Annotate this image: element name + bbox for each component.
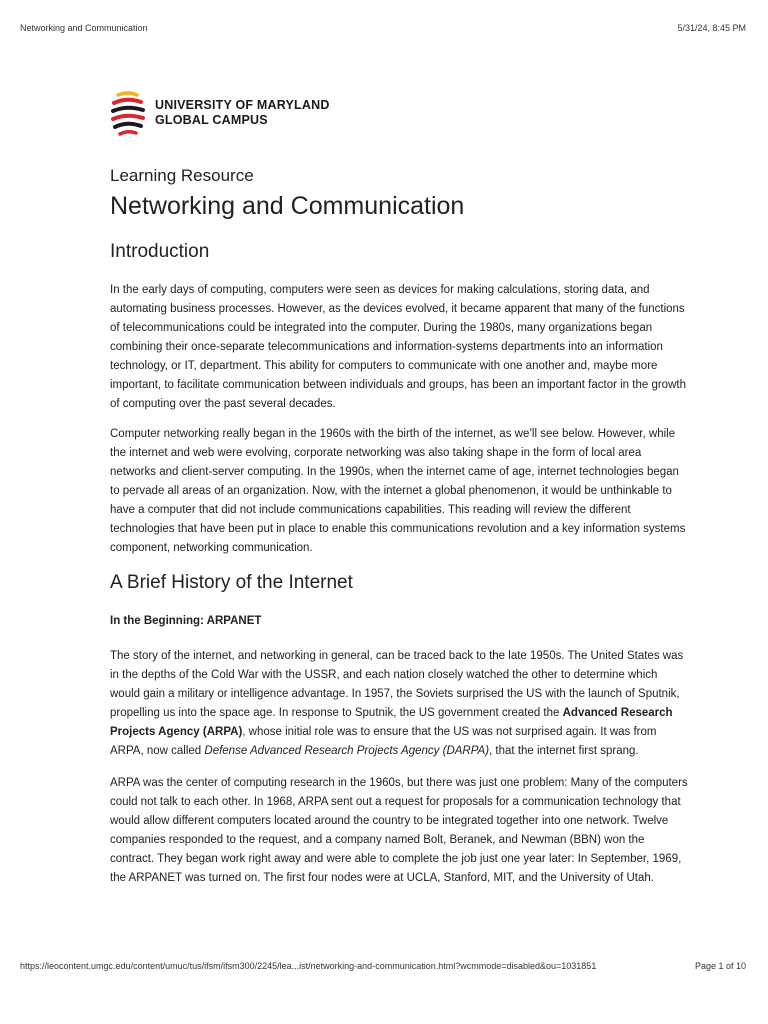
print-header — [20, 23, 746, 33]
intro-paragraph-1: In the early days of computing, computers were seen as devices for making calculations, storing data, and automating business processes. However, as the devices evolved, it became apparent that many of the functions of telecommunications could be integrated into the computer. During the 1980s, many organizations began combining their once-separate telecommunications and information-systems departments into an information technology, or IT, department. This ability for computers to communicate with one another and, maybe more important, to facilitate communication between individuals and groups, has been an important factor in the growth of computing over the past several decades. — [110, 284, 686, 410]
arpanet-paragraph-2: ARPA was the center of computing research in the 1960s, but there was just one problem: Many of the computers could not talk to each other. In 1968, ARPA sent out a request for proposals for a communication technology that would allow different computers located around the country to be integrated together into one network. Twelve companies responded to the request, and a company named Bolt, Beranek, and Newman (BBN) won the contract. They began work right away and were able to complete the job just one year later: In September, 1969, the ARPANET was turned on. The first four nodes were at UCLA, Stanford, MIT, and the University of Utah. — [110, 777, 688, 884]
print-footer-url: https://leocontent.umgc.edu/content/umuc/tus/ifsm/ifsm300/2245/lea...ist/networking-and-communication.html?wcmmode=disabled&ou=1031851 — [20, 961, 597, 971]
arpanet-text-c: , that the internet first sprang. — [489, 745, 639, 757]
print-header-title: Networking and Communication — [20, 23, 148, 33]
intro-paragraph-2: Computer networking really began in the 1960s with the birth of the internet, as we’ll see below. However, while the internet and web were evolving, corporate networking was also taking shape in the form of local area networks and client-server computing. In the 1990s, when the internet came of age, internet technologies began to pervade all areas of an organization. Now, with the internet a global phenomenon, it would be unthinkable to have a computer that did not include communications capabilities. This reading will review the different technologies that have been put in place to enable this communications revolution and a key information systems component, networking communication. — [110, 428, 686, 554]
logo-line-2: GLOBAL CAMPUS — [155, 113, 268, 127]
umgc-logo-mark-icon — [110, 90, 152, 136]
print-header-datetime: 5/31/24, 8:45 PM — [677, 23, 746, 33]
page-title: Networking and Communication — [110, 192, 465, 220]
introduction-heading: Introduction — [110, 241, 210, 262]
arpanet-paragraph-1 — [110, 647, 690, 761]
logo-line-1: UNIVERSITY OF MARYLAND — [155, 98, 330, 112]
arpanet-text-b: , whose initial role was to ensure that the US was not surprised again. It was from ARPA, now called — [110, 726, 657, 757]
document-content — [110, 90, 690, 888]
arpanet-subheading: In the Beginning: ARPANET — [110, 615, 262, 627]
history-heading: A Brief History of the Internet — [110, 572, 353, 593]
darpa-italic-term: Defense Advanced Research Projects Agency (DARPA) — [204, 745, 490, 757]
umgc-logo — [110, 90, 690, 136]
eyebrow-label: Learning Resource — [110, 166, 254, 185]
print-footer — [20, 961, 746, 971]
arpanet-text-a: The story of the internet, and networking in general, can be traced back to the late 1950s. The United States was in the depths of the Cold War with the USSR, and each nation closely watched the other to determine which would gain a military or intelligence advantage. In 1957, the Soviets surprised the US with the launch of Sputnik, propelling us into the space age. In response to Sputnik, the US government created the — [110, 650, 684, 719]
umgc-logo-text — [155, 98, 330, 128]
arpa-bold-term: Advanced Research Projects Agency (ARPA) — [110, 707, 673, 738]
print-footer-page: Page 1 of 10 — [694, 961, 746, 971]
